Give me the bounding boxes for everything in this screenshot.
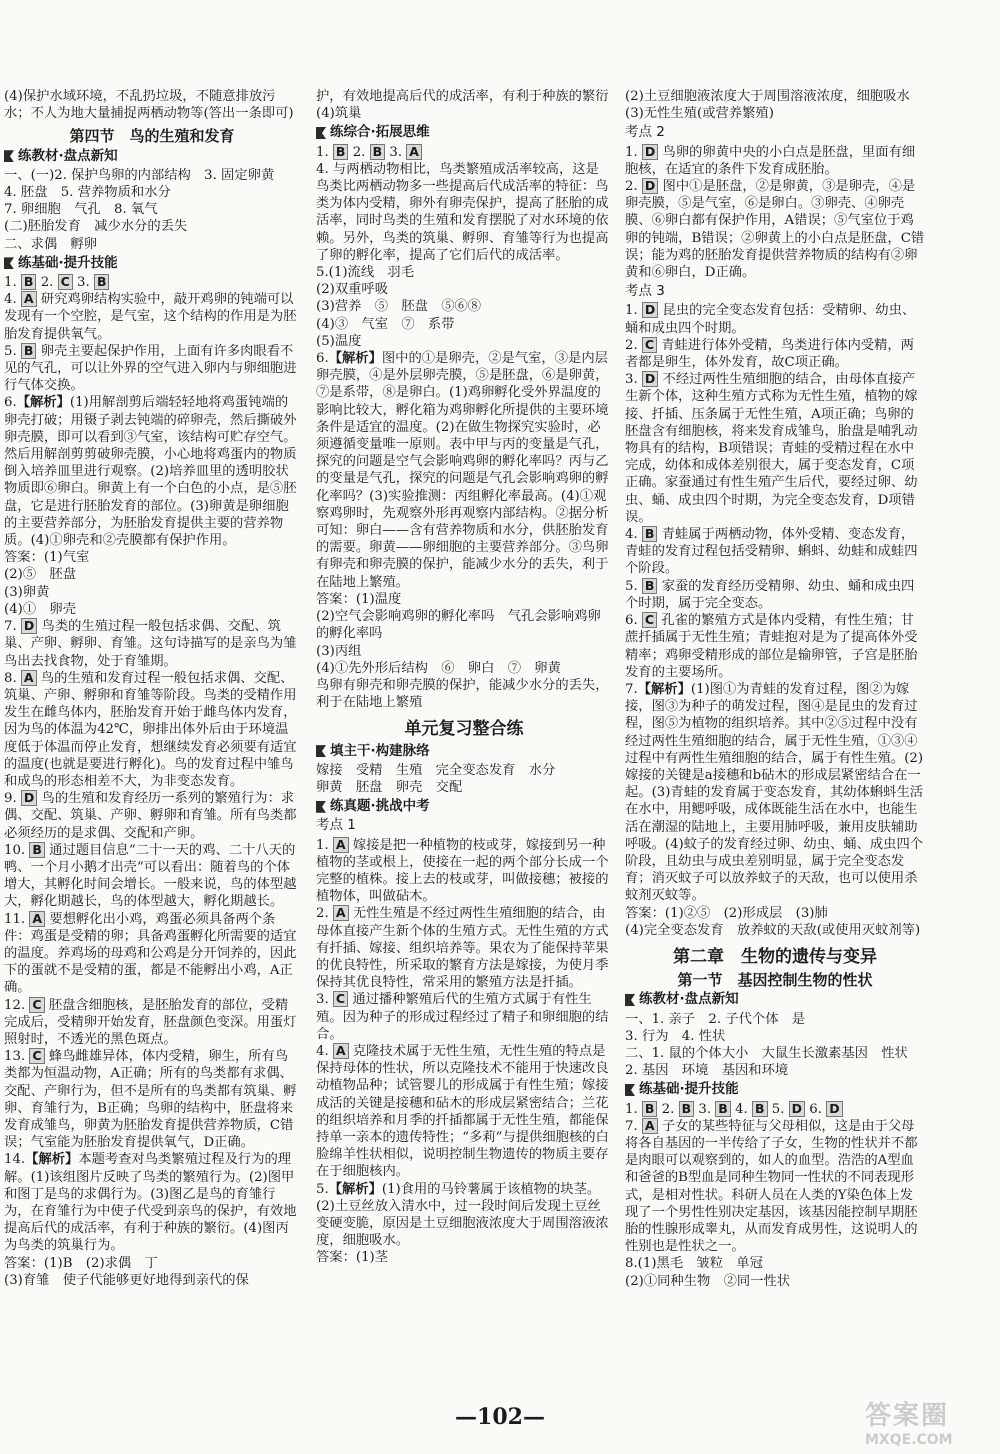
question-number: 12. — [4, 997, 26, 1013]
text-line: 5.(1)流线 羽毛 — [316, 265, 415, 281]
explanation-text: 通过播种繁殖后代的生殖方式属于有性生殖。因为种子的形成过程经过了精子和卵细胞的结合。 — [316, 992, 609, 1042]
answer-choice: B — [642, 526, 658, 542]
analysis-text: (1)用解剖剪后端轻轻地将鸡蛋钝端的卵壳打破；用镊子剥去钝端的碎卵壳，然后撕破外卵壳膜，即可以看到③气室，该结构可贮存空气。然后用解剖剪剪破卵壳膜，小心地将鸡蛋内的物质倒入培养皿里进行观察。(2)培养皿里的透明胶状物质即⑥卵白。卵黄上有一个白色的小点，是⑤胚盘，它是进行胚胎发育的部位。(3)卵黄是卵细胞的主要营养部分，为胚胎发育提供主要的营养物质。(4)①卵壳和②壳膜都有保护作用。 — [4, 395, 297, 549]
answer-explanation — [4, 911, 300, 997]
explanation-text: 孔雀的繁殖方式是体内受精，有性生殖；甘蔗扦插属于无性生殖；青蛙抱对是为了提高体外受精率；鸡卵受精形成的部位是输卵管，子宫是胚胎发育的主要场所。 — [625, 613, 918, 680]
analysis-label: 【解析】 — [328, 1181, 382, 1197]
answer-choice: A — [333, 837, 349, 853]
analysis-text: 图中的①是卵壳，②是气室，③是内层卵壳膜，④是外层卵壳膜，⑤是胚盘，⑥是卵黄，⑦是系带，⑧是卵白。(1)鸡卵孵化受外界温度的影响比较大，孵化箱为鸡卵孵化所提供的主要环境条件是适宜的温度。(2)在做生物探究实验时，必须遵循变量唯一原则。表中甲与丙的变量是气孔，探究的问题是空气会影响鸡卵的孵化率吗？丙与乙的变量是气孔，探究的问题是气孔会影响鸡卵的孵化率吗？(3)实验推测：丙组孵化率最高。(4)①观察鸡卵时，先观察外形再观察内部结构。②据分析可知：卵白——含有营养物质和水分，供胚胎发育的需要。卵黄——卵细胞的主要营养部分。③鸟卵有卵壳和卵壳膜的保护，能减少水分的丢失，利于在陆地上繁殖。 — [316, 351, 609, 590]
text-line: (3)育雏 使子代能够更好地得到亲代的保 — [4, 1272, 249, 1288]
text-line: (4)① 卵壳 — [4, 601, 77, 617]
text-line: 卵黄 胚盘 卵壳 交配 — [316, 779, 463, 795]
question-number: 1. — [316, 144, 329, 160]
answer-choice: D — [642, 302, 658, 318]
answer-explanation — [4, 842, 300, 911]
text-line: (4)③ 气室 ⑦ 系带 — [316, 316, 455, 332]
question-number: 5. — [771, 1101, 785, 1117]
subsection-bar — [625, 1081, 925, 1098]
question-number: 7. — [625, 681, 638, 697]
text-line: 3. 行为 4. 性状 — [625, 1028, 726, 1044]
answer-explanation — [625, 371, 925, 526]
answer-explanation — [4, 343, 300, 395]
answer-choice: C — [58, 274, 73, 290]
analysis-item — [316, 350, 612, 591]
subsection-bar — [4, 255, 300, 272]
text-line: 答案：(1)茎 — [316, 1250, 389, 1266]
text-line: (2)①同种生物 ②同一性状 — [625, 1273, 791, 1289]
question-number: 2. — [625, 179, 638, 195]
text-line: 2. 基因 环境 基因和环境 — [625, 1063, 789, 1079]
analysis-item — [4, 1151, 300, 1254]
question-number: 4. — [625, 527, 638, 543]
answer-explanation — [316, 837, 612, 906]
analysis-text: (1)图①为青蛙的发育过程，图②为嫁接，图③为种子的萌发过程，图④是昆虫的发育过程，图⑤为植物的组织培养。其中②⑤过程中没有经过两性生殖细胞的结合，属于无性生殖，①③④过程中有两性生殖细胞的结合，属于有性生殖。(2)嫁接的关键是a接穗和b砧木的形成层紧密结合在一起。(3)青蛙的发育属于变态发育，其幼体蝌蚪生活在水中，用鳃呼吸，成体既能生活在水中，也能生活在潮湿的陆地上，主要用肺呼吸，兼用皮肤辅助呼吸。(4)蚊子的发育经过卵、幼虫、蛹、成虫四个阶段，且幼虫与成虫差别明显，属于完全变态发育；消灭蚊子可以放养蚊子的天敌，也可以使用杀蚊剂灭蚊等。 — [625, 681, 924, 904]
answer-choice: B — [679, 1101, 695, 1117]
question-number: 1. — [625, 303, 638, 319]
text-line: 嫁接 受精 生殖 完全变态发育 水分 — [316, 762, 556, 778]
explanation-text: 鸟类的生殖过程一般包括求偶、交配、筑巢、产卵、孵卵、育雏。这句诗描写的是亲鸟为雏鸟出去找食物，处于育雏期。 — [4, 619, 297, 669]
explanation-text: 鸟卵的卵黄中央的小白点是胚盘，里面有细胞核，在适宜的条件下发育成胚胎。 — [625, 144, 916, 177]
explanation-text: 青蛙进行体外受精，鸟类进行体内受精，两者都是卵生，体外发育，故C项正确。 — [625, 337, 914, 371]
analysis-text: (1)食用的马铃薯属于该植物的块茎。(2)土豆丝放入清水中，过一段时间后发现土豆丝变硬变脆，原因是土豆细胞液浓度大于周围溶液浓度，细胞吸水。 — [316, 1181, 609, 1249]
answer-choice: C — [29, 1048, 44, 1064]
explanation-text: 家蚕的发育经历受精卵、幼虫、蛹和成虫四个时期，属于完全变态。 — [625, 578, 915, 611]
question-number: 5. — [625, 578, 638, 594]
text-line: 一、(一)2. 保护鸟卵的内部结构 3. 固定卵黄 — [4, 167, 275, 183]
answer-choice: C — [642, 612, 657, 628]
answer-explanation — [316, 1043, 612, 1181]
question-number: 6. — [316, 351, 329, 367]
answer-choice: B — [21, 343, 37, 359]
question-number: 13. — [4, 1049, 26, 1065]
analysis-label: 【解析】 — [328, 351, 382, 367]
answer-choice: B — [642, 578, 658, 594]
text-line: (2)⑤ 胚盘 — [4, 567, 77, 583]
text-line: (3)无性生殖(或营养繁殖) — [625, 106, 774, 122]
answer-choice: D — [642, 178, 658, 194]
question-number: 2. — [625, 337, 638, 353]
column-left — [4, 88, 300, 1289]
answer-choice: D — [642, 144, 658, 160]
question-number: 10. — [4, 842, 26, 858]
watermark-url: MXQE.COM — [865, 1432, 953, 1448]
answer-explanation — [316, 991, 612, 1043]
explanation-text: 通过题目信息“二十一天的鸡、二十八天的鸭、一个月小鹅才出壳”可以看出：随着鸟的个体增大，其孵化时间会增长。一般来说，鸟的体型越大，孵化期越长，鸟的体型越大，孵化期越长。 — [4, 842, 297, 910]
text-line: (2)空气会影响鸡卵的孵化率吗 气孔会影响鸡卵的孵化率吗 — [316, 609, 601, 642]
analysis-item — [4, 394, 300, 549]
quick-answers — [4, 274, 300, 291]
analysis-item — [316, 1181, 612, 1250]
answer-explanation — [625, 612, 925, 681]
question-number: 3. — [316, 992, 329, 1008]
question-number: 9. — [4, 791, 17, 807]
question-number: 1. — [625, 1101, 638, 1117]
subsection-title: 填主干·构建脉络 — [330, 742, 430, 759]
text-line: 二、1. 鼠的个体大小 大鼠生长激素基因 性状 — [625, 1045, 908, 1061]
text-line: 4. 胚盘 5. 营养物质和水分 — [4, 185, 171, 201]
answer-explanation — [4, 670, 300, 790]
text-line: (2)双重呼吸 — [316, 282, 389, 298]
analysis-text: 本题考查对鸟类繁殖过程及行为的理解。(1)该组图片反映了鸟类的繁殖行为。(2)图甲和图丁是鸟的求偶行为。(3)图乙是鸟的育雏行为，在育雏行为中使子代受到亲鸟的保护，有效地提高后代的成活率，有利于种族的繁衍。(4)图丙为鸟类的筑巢行为。 — [4, 1152, 297, 1254]
explanation-text: 克隆技术属于无性生殖，无性生殖的特点是保持母体的性状，所以克隆技术不能用于快速改良动植物品种；试管婴儿的形成属于有性生殖；嫁接成活的关键是接穗和砧木的形成层紧密结合；兰花的组织培养和月季的扦插都属于无性生殖，都能保持单一亲本的遗传特性；“多莉”与提供细胞核的白脸绵羊性状相似，说明控制生物遗传的物质主要存在于细胞核内。 — [316, 1043, 609, 1180]
question-number: 3. — [77, 275, 90, 291]
answer-choice: D — [21, 790, 37, 806]
bar-marker-icon — [4, 257, 14, 269]
text-line: 答案：(1)温度 — [316, 591, 402, 607]
answer-choice: B — [752, 1101, 768, 1117]
text-line: (4)完全变态发育 放养蚊的天敌(或使用灭蚊剂等) — [625, 922, 921, 938]
quick-answers — [316, 144, 612, 161]
answer-choice: A — [333, 905, 349, 921]
answer-choice: D — [826, 1101, 842, 1117]
section-heading: 第一节 基因控制生物的性状 — [677, 971, 873, 990]
answer-explanation — [4, 1048, 300, 1151]
answer-choice: B — [370, 144, 386, 160]
answer-choice: A — [642, 1118, 658, 1134]
text-line: 鸟卵有卵壳和卵壳膜的保护，能减少水分的丢失，利于在陆地上繁殖 — [316, 677, 609, 711]
watermark-logo — [865, 1395, 995, 1450]
question-number: 4. — [735, 1101, 748, 1117]
answer-choice: B — [21, 274, 37, 290]
question-number: 6. — [625, 613, 638, 629]
answer-choice: B — [333, 144, 349, 160]
question-number: 3. — [625, 372, 638, 388]
answer-choice: B — [715, 1101, 731, 1117]
text-line: (3)丙组 — [316, 643, 362, 659]
question-number: 6. — [809, 1101, 822, 1117]
bar-marker-icon — [316, 745, 326, 757]
watermark-text: 答案圈 — [865, 1401, 950, 1431]
answer-choice: A — [21, 670, 37, 686]
text-line: 一、1. 亲子 2. 子代个体 是 — [625, 1011, 806, 1027]
question-number: 5. — [316, 1181, 329, 1197]
explanation-text: 嫁接是把一种植物的枝或芽，嫁接到另一种植物的茎或根上，使接在一起的两个部分长成一个完整的植株。接上去的枝或芽，叫做接穗；被接的植物体，叫做砧木。 — [316, 837, 609, 905]
answer-choice: C — [642, 337, 657, 353]
explanation-text: 卵壳主要起保护作用，上面有许多肉眼看不见的气孔，可以让外界的空气进入卵内与卵细胞进行气体交换。 — [4, 343, 297, 394]
question-number: 1. — [625, 144, 638, 160]
bar-marker-icon — [625, 1084, 635, 1096]
text-line: 8.(1)黑毛 皱粒 单冠 — [625, 1256, 763, 1272]
answer-choice: A — [29, 911, 45, 927]
analysis-label: 【解析】 — [25, 1152, 79, 1168]
question-number: 3. — [698, 1101, 712, 1117]
answer-choice: B — [94, 274, 110, 290]
subsection-title: 练基础·提升技能 — [639, 1081, 739, 1098]
column-right — [625, 88, 925, 1290]
answer-choice: D — [642, 371, 658, 387]
question-number: 6. — [4, 395, 17, 411]
section-heading: 第二章 生物的遗传与变异 — [673, 946, 877, 967]
question-number: 8. — [4, 670, 17, 686]
answer-choice: A — [406, 144, 422, 160]
subsection-title: 练基础·提升技能 — [18, 254, 118, 271]
column-middle — [316, 88, 622, 1267]
text-line: (5)温度 — [316, 333, 362, 349]
answer-explanation — [4, 291, 300, 343]
answer-explanation — [625, 178, 925, 281]
question-number: 5. — [4, 343, 17, 359]
subsection-bar — [316, 743, 612, 760]
text-line: 4. 与两栖动物相比，鸟类繁殖成活率较高，这是鸟类比两栖动物多一些提高后代成活率的特征：鸟类为体内受精，卵外有卵壳保护，提高了胚胎的成活率，同时鸟类的生殖和发育摆脱了对水环境的依赖。另外，鸟类的筑巢、孵卵、育雏等行为也提高了卵的孵化率，提高了它们后代的成活率。 — [316, 161, 609, 263]
subsection-title: 练综合·拓展思维 — [330, 124, 430, 141]
text-line: (4)①先外形后结构 ⑥ 卵白 ⑦ 卵黄 — [316, 660, 561, 676]
answer-explanation — [4, 618, 300, 670]
question-number: 2. — [661, 1101, 675, 1117]
question-number: 2. — [352, 144, 366, 160]
question-number: 7. — [625, 1118, 638, 1134]
subsection-bar — [316, 798, 612, 815]
section-heading: 单元复习整合练 — [404, 719, 524, 740]
exam-point-heading: 考点 1 — [316, 817, 356, 834]
explanation-text: 无性生殖是不经过两性生殖细胞的结合，由母体直接产生新个体的生殖方式。无性生殖的方式有扦插、嫁接、组织培养等。果农为了能保持苹果的优良特性，所采取的繁育方法是嫁接，为使月季保持其优良特性，常采用的繁殖方法是扦插。 — [316, 906, 609, 991]
subsection-title: 练教材·盘点新知 — [639, 991, 739, 1008]
question-number: 14. — [4, 1152, 26, 1168]
subsection-bar — [4, 148, 300, 165]
text-line: 护，有效地提高后代的成活率，有利于种族的繁衍 (4)筑巢 — [316, 89, 622, 122]
explanation-text: 鸟的生殖和发育过程一般包括求偶、交配、筑巢、产卵、孵卵和育雏等阶段。鸟类的受精作用发生在雌鸟体内，胚胎发育开始于雌鸟体内发育，因为鸟的体温为42℃，卵排出体外后由于环境温度低于体温而停止发育，想继续发育必须要有适宜的温度(也就是要进行孵化)。鸟的发育过程中雏鸟和成鸟的形态相差不大，为非变态发育。 — [4, 670, 297, 789]
text-line: (二)胚胎发育 减少水分的丢失 — [4, 219, 188, 235]
explanation-text: 胚盘含细胞核，是胚胎发育的部位，受精完成后，受精卵开始发育，胚盘颜色变深。用蛋灯照射时，不透光的黑色斑点。 — [4, 997, 297, 1047]
question-number: 2. — [40, 275, 54, 291]
bar-marker-icon — [316, 127, 326, 139]
answer-explanation — [625, 526, 925, 578]
bar-marker-icon — [625, 994, 635, 1006]
answer-choice: D — [789, 1101, 805, 1117]
question-number: 1. — [316, 837, 329, 853]
explanation-text: 昆虫的完全变态发育包括：受精卵、幼虫、蛹和成虫四个时期。 — [625, 303, 916, 336]
subsection-title: 练教材·盘点新知 — [18, 147, 118, 164]
explanation-text: 要想孵化出小鸡，鸡蛋必须具备两个条件：鸡蛋是受精的卵；具备鸡蛋孵化所需要的适宜的温度。养鸡场的母鸡和公鸡是分开饲养的，因此下的蛋就不是受精的蛋，都是不能孵出小鸡，A正确。 — [4, 911, 297, 996]
question-number: 3. — [389, 144, 403, 160]
answer-explanation — [316, 905, 612, 991]
question-number: 11. — [4, 911, 26, 927]
exam-point-heading: 考点 3 — [625, 283, 665, 300]
page-number: —102— — [455, 1404, 545, 1430]
text-line: (3)卵黄 — [4, 584, 50, 600]
question-number: 7. — [4, 619, 17, 635]
answer-choice: B — [29, 842, 45, 858]
explanation-text: 子女的某些特征与父母相似，这是由于父母将各自基因的一半传给了子女，生物的性状并不都是肉眼可以观察到的，如人的血型。浩浩的A型血和爸爸的B型血是同种生物同一性状的不同表现形式，是相对性状。科研人员在人类的Y染色体上发现了一个男性性别决定基因，该基因能控制早期胚胎的性腺形成睾丸，从而发育成男性，这说明人的性别也是性状之一。 — [625, 1118, 918, 1255]
explanation-text: 研究鸡卵结构实验中，敲开鸡卵的钝端可以发现有一个空腔，是气室，这个结构的作用是为胚胎发育提供氧气。 — [4, 292, 297, 342]
explanation-text: 图中①是胚盘，②是卵黄，③是卵壳，④是卵壳膜，⑤是气室，⑥是卵白。③卵壳、④卵壳膜、⑥卵白都有保护作用，A错误；⑤气室位于鸡卵的钝端，B错误；②卵黄上的小白点是胚盘，C错误；能为鸡的胚胎发育提供营养物质的结构有②卵黄和⑥卵白，D正确。 — [625, 179, 925, 281]
text-line: (2)土豆细胞液浓度大于周围溶液浓度，细胞吸水 — [625, 89, 910, 104]
answer-explanation — [4, 997, 300, 1049]
question-number: 2. — [316, 906, 329, 922]
bar-marker-icon — [4, 150, 14, 162]
text-line: 答案：(1)B (2)求偶 丁 — [4, 1255, 158, 1271]
analysis-item — [625, 681, 925, 905]
answer-explanation — [4, 790, 300, 842]
explanation-text: 不经过两性生殖细胞的结合，由母体直接产生新个体，这种生殖方式称为无性生殖，植物的嫁接、扦插、压条属于无性生殖，A项正确；鸟卵的胚盘含有细胞核，将来发育成雏鸟，胎盘是哺乳动物具有的结构，B项错误；青蛙的受精过程在水中完成，幼体和成体差别很大，属于变态发育，C项正确。家蚕通过有性生殖产生后代，要经过卵、幼虫、蛹、成虫四个时期，为完全变态发育，D项错误。 — [625, 372, 918, 525]
answer-choice: A — [21, 291, 37, 307]
text-line: 二、求偶 孵卵 — [4, 236, 98, 252]
answer-explanation — [625, 1118, 925, 1256]
answer-choice: B — [642, 1101, 658, 1117]
answer-explanation — [625, 337, 925, 371]
answer-choice: C — [333, 991, 348, 1007]
question-number: 1. — [4, 275, 17, 291]
exam-point-heading: 考点 2 — [625, 124, 665, 141]
section-heading: 第四节 鸟的生殖和发育 — [69, 127, 235, 146]
analysis-label: 【解析】 — [16, 395, 70, 411]
bar-marker-icon — [316, 801, 326, 813]
text-line: 答案：(1)②⑤ (2)形成层 (3)肺 — [625, 905, 828, 921]
answer-choice: A — [333, 1043, 349, 1059]
text-line: 7. 卵细胞 气孔 8. 氧气 — [4, 202, 158, 218]
analysis-label: 【解析】 — [637, 681, 691, 697]
question-number: 4. — [316, 1043, 329, 1059]
text-line: (4)保护水域环境，不乱扔垃圾，不随意排放污水；不人为地大量捕捉两栖动物等(答出一条即可) — [4, 89, 294, 122]
text-line: (3)营养 ⑤ 胚盘 ⑤⑥⑧ — [316, 299, 482, 315]
answer-explanation — [625, 302, 925, 336]
explanation-text: 蜂鸟雌雄异体，体内受精，卵生，所有鸟类都为恒温动物，A正确；所有的鸟类都有求偶、交配、产卵行为，但不是所有的鸟类都有筑巢、孵卵、育雏行为，B正确；鸟卵的结构中，胚盘将来发育成雏鸟，卵黄为胚胎发育提供营养物质，C错误；气室能为胚胎发育提供氧气，D正确。 — [4, 1049, 297, 1151]
explanation-text: 鸟的生殖和发育经历一系列的繁殖行为：求偶、交配、筑巢、产卵、孵卵和育雏。所有鸟类都必须经历的是求偶、交配和产卵。 — [4, 791, 297, 841]
question-number: 4. — [4, 292, 17, 308]
text-line: 答案：(1)气室 — [4, 550, 90, 566]
quick-answers — [625, 1101, 925, 1118]
answer-choice: D — [21, 618, 37, 634]
subsection-bar — [625, 991, 925, 1008]
subsection-bar — [316, 124, 612, 141]
explanation-text: 青蛙属于两栖动物，体外受精、变态发育，青蛙的发育过程包括受精卵、蝌蚪、幼蛙和成蛙四个阶段。 — [625, 527, 918, 577]
answer-explanation — [625, 578, 925, 612]
answer-choice: C — [29, 997, 44, 1013]
subsection-title: 练真题·挑战中考 — [330, 798, 430, 815]
answer-explanation — [625, 144, 925, 178]
